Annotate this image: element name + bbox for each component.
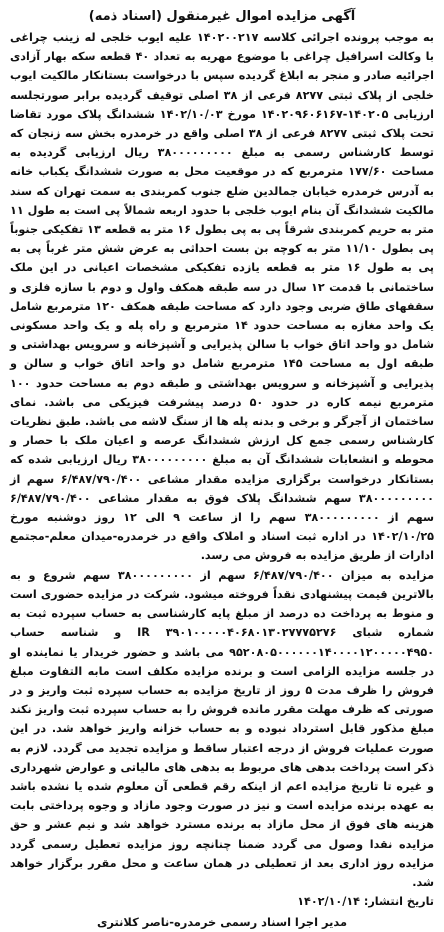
notice-paragraph-2: مزایده به میزان ۶/۴۸۷/۷۹۰/۴۰۰ سهم از ۳۸۰۰۰۰۰۰۰۰۰ سهم شروع و به بالاترین قیمت پیشنهادی نقداً فروخته میشود. شرکت در مزایده حضوری است و منوط به پرداخت ده درصد از مبلغ پایه کارشناسی به حساب سپرده ثبت به شماره شبای IR ۳۹۰۱۰۰۰۰۰۴۰۶۸۰۱۳۰۲۷۷۷۵۲۷۶ و شناسه حساب ۹۵۲۰۸۰۵۰۰۰۰۰۰۱۴۰۰۰۰۱۲۰۰۰۰۰۴۹۵۰ می باشد و حضور خریدار یا نماینده او در جلسه مزایده الزامی است و برنده مزایده مکلف است مابه التفاوت مبلغ فروش را ظرف مدت ۵ روز از تاریخ مزایده به حساب سپرده ثبت واریز و در صورتی که ظرف مهلت مقرر مانده فروش را به حساب سپرده ثبت واریز نکند مبلغ مذکور قابل استرداد نبوده و به حساب خزانه واریز خواهد شد. در این صورت عملیات فروش از درجه اعتبار ساقط و مزایده تجدید می گردد. لازم به ذکر است پرداخت بدهی های مربوط به بدهی های مالیاتی و عوارض شهرداری و غیره تا تاریخ مزایده اعم از اینکه رقم قطعی آن معلوم شده یا نشده باشد به عهده برنده مزایده است و نیز در صورت وجود مازاد و وجوه پرداختی بابت هزینه های فوق از محل مازاد به برنده مسترد خواهد شد و نیم عشر و حق مزایده نقدا وصول می گردد ضمنا چنانچه روز مزایده تعطیل رسمی گردد مزایده روز اداری بعد از تعطیلی در همان ساعت و محل مقرر برگزار خواهد شد. xyxy=(10,568,435,889)
notice-paragraph-1: به موجب پرونده اجرائی کلاسه ۱۴۰۲۰۰۲۱۷ علیه ایوب خلجی له زینب چراغی با وکالت اسرافیل چراغی با موضوع مهریه به تعداد ۴۰ قطعه سکه بهار آزادی اجرائیه صادر و منجر به ابلاغ گردیده سپس با درخواست بستانکار مالکیت ایوب خلجی از پلاک ثبتی ۸۲۷۷ فرعی از ۳۸ اصلی توقیف گردیده برابر صورتجلسه ارزیابی ۱۴۰۲۰۵-۱۴۰۲۰۹۶۰۶۱۶۷ مورخ ۱۴۰۲/۱۰/۰۳ ششدانگ پلاک مورد تقاضا تحت پلاک ثبتی ۸۲۷۷ فرعی از ۳۸ اصلی واقع در خرمدره بخش سه زنجان که توسط کارشناس رسمی به مبلغ ۳۸۰۰۰۰۰۰۰۰۰ ریال ارزیابی گردیده به مساحت ۱۷۷/۶۰ مترمربع که در موقعیت محل به صورت ششدانگ یکباب خانه به آدرس خرمدره خیابان جمالدین ضلع جنوب کمربندی به سمت تهران که سند مالکیت ششدانگ آن بنام ایوب خلجی با حدود اربعه شمالاً پی است به طول ۱۱ متر به حریم کمربندی شرقاً پی به پی بطول ۱۶ متر به قطعه ۱۳ تفکیکی جنوباً پی بطول ۱۱/۱۰ متر به کوچه بن بست احداثی به عرض شش متر غرباً پی به پی به طول ۱۶ متر به قطعه یازده تفکیکی مشخصات اعیانی در این ملک ساختمانی با قدمت ۱۲ سال در سه طبقه همکف واول و دوم با سازه فلزی و سقفهای طاق ضربی وجود دارد که مساحت طبقه همکف ۱۲۰ مترمربع شامل یک واحد مغازه به مساحت حدود ۱۴ مترمربع و راه پله و یک واحد مسکونی شامل دو واحد اتاق خواب با سالن پذیرایی و آشپزخانه و سرویس بهداشتی و طبقه اول به مساحت ۱۴۵ مترمربع شامل دو واحد اتاق خواب و سالن و پذیرایی و آشپزخانه و سرویس بهداشتی و طبقه دوم به مساحت حدود ۱۰۰ مترمربع نیمه کاره در حدود ۵۰ درصد پیشرفت فیزیکی می باشد. نمای ساختمان از آجرگر و برخی و بدنه پله ها از سنگ لاشه می باشد. طبق نظریات کارشناس رسمی جمع کل ارزش ششدانگ عرصه و اعیان ملک با حصار و محوطه و انشعابات ششدانگ آن به مبلغ ۳۸۰۰۰۰۰۰۰۰۰ ریال ارزیابی شده که بستانکار درخواست برگزاری مزایده مقدار مشاعی ۶/۴۸۷/۷۹۰/۴۰۰ سهم از ۳۸۰۰۰۰۰۰۰۰۰ سهم ششدانگ پلاک فوق به مقدار مشاعی ۶/۴۸۷/۷۹۰/۴۰۰ سهم از ۳۸۰۰۰۰۰۰۰۰۰ سهم را از ساعت ۹ الی ۱۲ روز دوشنبه مورخ ۱۴۰۲/۱۰/۲۵ در اداره ثبت اسناد و املاک واقع در خرمدره-میدان معلم-مجتمع ادارات از طریق مزایده به فروش می رسد. xyxy=(10,31,435,563)
signature: مدیر اجرا اسناد رسمی خرمدره-ناصر کلانتری xyxy=(96,915,348,930)
notice-title: آگهی مزایده اموال غیرمنقول (اسناد ذمه) xyxy=(88,9,356,24)
publication-date: تاریخ انتشار: ۱۴۰۲/۱۰/۱۴ xyxy=(297,895,434,909)
notice-body xyxy=(10,28,434,892)
